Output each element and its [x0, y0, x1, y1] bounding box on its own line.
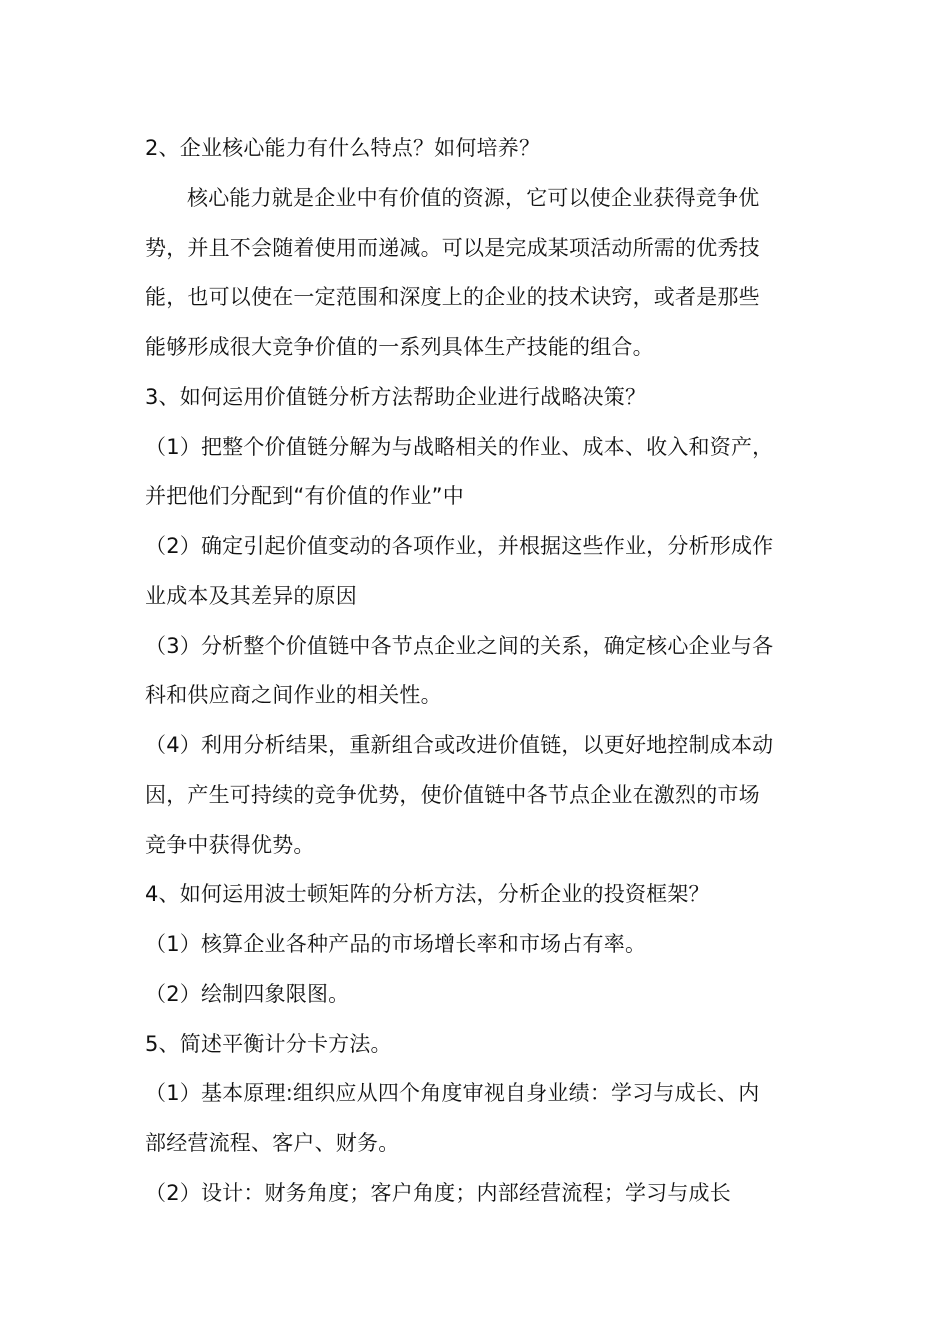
answer-2-paragraph-line: 势，并且不会随着使用而递减。可以是完成某项活动所需的优秀技	[145, 235, 760, 260]
answer-5-item-2-line: （2）设计：财务角度；客户角度；内部经营流程；学习与成长	[145, 1180, 731, 1205]
answer-4-item-1-line: （1）核算企业各种产品的市场增长率和市场占有率。	[145, 932, 647, 956]
question-2-heading: 2、企业核心能力有什么特点？如何培养？	[145, 136, 541, 160]
answer-2-paragraph-line: 核心能力就是企业中有价值的资源，它可以使企业获得竞争优	[187, 185, 760, 210]
answer-3-item-4-line: 因，产生可持续的竞争优势，使价值链中各节点企业在激烈的市场	[145, 782, 760, 807]
answer-5-item-1-line: 部经营流程、客户、财务。	[145, 1131, 400, 1155]
answer-3-item-3-line: （3）分析整个价值链中各节点企业之间的关系，确定核心企业与各	[145, 633, 774, 658]
answer-3-item-2-line: 业成本及其差异的原因	[145, 583, 357, 608]
question-4-heading: 4、如何运用波士顿矩阵的分析方法，分析企业的投资框架？	[145, 882, 710, 907]
document-body	[145, 124, 805, 1219]
answer-4-item-2-line: （2）绘制四象限图。	[145, 981, 350, 1006]
answer-3-item-3-line: 科和供应商之间作业的相关性。	[145, 683, 442, 708]
answer-2-paragraph-line: 能，也可以使在一定范围和深度上的企业的技术诀窍，或者是那些	[145, 285, 760, 310]
answer-3-item-2-line: （2）确定引起价值变动的各项作业，并根据这些作业，分析形成作	[145, 534, 774, 558]
answer-3-item-4-line: （4）利用分析结果，重新组合或改进价值链，以更好地控制成本动	[145, 733, 774, 757]
answer-2-paragraph-line: 能够形成很大竞争价值的一系列具体生产技能的组合。	[145, 335, 654, 359]
question-3-heading: 3、如何运用价值链分析方法帮助企业进行战略决策？	[145, 384, 647, 409]
answer-5-item-1-line: （1）基本原理:组织应从四个角度审视自身业绩：学习与成长、内	[145, 1081, 760, 1106]
answer-3-item-1-line: 并把他们分配到“有价值的作业”中	[145, 484, 464, 509]
answer-3-item-1-line: （1）把整个价值链分解为与战略相关的作业、成本、收入和资产，	[145, 434, 774, 459]
question-5-heading: 5、简述平衡计分卡方法。	[145, 1031, 392, 1056]
answer-3-item-4-line: 竞争中获得优势。	[145, 832, 315, 857]
